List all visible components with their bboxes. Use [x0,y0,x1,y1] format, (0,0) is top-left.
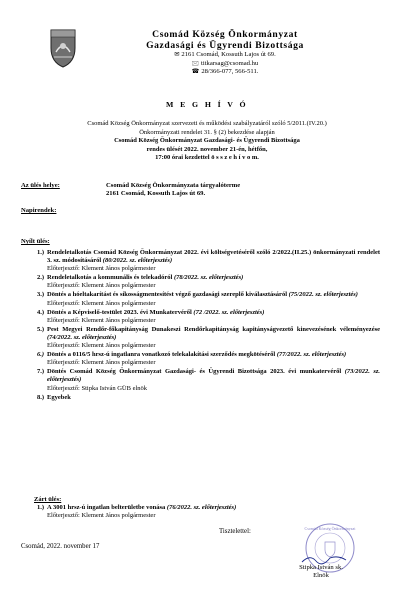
agenda-item-title: Rendeletalkotás Csomád Község Önkormányzat 2022. évi költségvetéséről szóló 2/2022.(II.25.) önkormányzati rendelet 3. sz. módosításáról [47,249,380,265]
agenda-item-title: Döntés a hóeltakarítást és síkosságmentesítést végző gazdasági szereplő kiválasztásáról [47,291,287,299]
phone-text: 28/366-077, 566-511. [201,68,259,76]
agenda-item-ref: (80/2022. sz. előterjesztés) [102,257,173,265]
venue-label [21,182,60,190]
agenda-item-title: Döntés a 0116/5 hrsz-ú ingatlanra vonatkozó telekalakítási szerződés megkötéséről [47,351,276,359]
agenda-item [34,274,380,290]
agenda-item-ref: (77/2022. sz. előterjesztés) [276,351,347,359]
open-session-label-text: Nyílt ülés: [21,238,50,245]
closed-item-number: 1.) [36,504,44,512]
intro-line-2: Önkormányzati rendelet 31. § (2) bekezdése alapján [139,128,275,136]
agenda-item-number: 3.) [36,291,44,299]
venue-label-text: Az ülés helye: [21,182,60,189]
coat-of-arms-icon [48,26,78,68]
intro-block [30,120,384,163]
agenda-item-presenter: Előterjesztő: Klement János polgármester [47,282,156,290]
intro-line-5: 17:00 órai kezdettel ö s s z e h í v o m. [155,154,259,162]
agenda-item-ref: (72 /2022. sz. előterjesztés) [193,308,265,316]
agenda-item [34,326,380,350]
agenda-item [34,368,380,392]
closed-item-ref: (76/2022. sz. előterjesztés) [166,504,237,512]
agenda-item-presenter: Előterjesztő: Klement János polgármester [47,265,156,273]
signer-role: Elnök [313,572,329,580]
agenda-item-number: 6.) [36,351,44,359]
agenda-list [34,249,380,403]
agenda-item-presenter: Előterjesztő: Stipka István GÜB elnök [47,384,148,392]
agenda-item-ref: (74/2022. sz. előterjesztés) [47,333,117,341]
signer-name: Stipka István sk. [299,564,343,571]
agenda-item-ref: (78/2022. sz. előterjesztés) [173,274,244,282]
committee-name: Gazdasági és Ügyrendi Bizottsága [146,40,304,51]
agenda-item-number: 1.) [36,249,44,256]
agenda-item [34,394,380,402]
agenda-item-number: 4.) [36,308,44,316]
closed-session-label: Zárt ülés: [34,496,62,503]
email-line [110,60,340,69]
venue-line-1: Csomád Község Önkormányzata tárgyalóterme [106,182,241,189]
agenda-item-ref: (75/2022. sz. előterjesztés) [288,291,358,299]
agenda-label-text: Napirendek: [21,207,57,214]
greeting: Tisztelettel: [219,528,251,535]
agenda-item-presenter: Előterjesztő: Klement János polgármester [47,299,156,307]
org-name: Csomád Község Önkormányzat [152,29,298,40]
agenda-item-number: 2.) [36,274,44,282]
email-icon: 🖂 [191,59,200,67]
closed-item-presenter: Előterjesztő: Klement János polgármester [47,512,156,520]
agenda-item-title: Rendeletalkotás a kommunális és telekadóról [47,274,173,282]
agenda-item-ref: (73/2022. sz. előterjesztés) [47,368,381,384]
agenda-item-number: 5.) [36,325,44,333]
letterhead [110,29,340,77]
agenda-item-number: 7.) [36,368,44,376]
address-line [110,51,340,60]
agenda-item [34,351,380,367]
venue-line-2: 2161 Csomád, Kossuth Lajos út 69. [106,190,206,198]
intro-line-4: rendes ülését 2022. november 21-én, hétfőn, [146,145,268,153]
phone-line [110,68,340,77]
open-session-label [21,238,50,246]
closed-session [34,496,380,521]
agenda-item-number: 8.) [36,393,44,401]
agenda-item [34,309,380,325]
agenda-item-presenter: Előterjesztő: Klement János polgármester [47,359,156,367]
agenda-item-title: Döntés Csomád Község Önkormányzat Gazdasági- és Ügyrendi Bizottsága 2023. évi munkatervéről [47,368,342,376]
phone-icon: ☎ [191,68,200,76]
email-text: titkarsag@csomad.hu [201,59,259,67]
agenda-item-title: Döntés a Képviselő-testület 2023. évi Munkatervéről [47,308,192,316]
signer-block [291,564,351,581]
intro-line-1: Csomád Község Önkormányzat szervezeti és működési szabályzatáról szóló 5/2011.(IV.20.) [87,120,327,127]
venue-value [106,182,240,199]
agenda-item-presenter: Előterjesztő: Klement János polgármester [47,342,156,350]
intro-line-3: Csomád Község Önkormányzat Gazdasági- és Ügyrendi Bizottsága [114,137,300,145]
agenda-item-title: Egyebek [47,393,71,401]
agenda-item-presenter: Előterjesztő: Klement János polgármester [47,316,156,324]
stamp-text: Csomád Község Önkormányzat [304,526,356,531]
agenda-item [34,249,380,273]
document-title: M E G H Í V Ó [165,100,249,109]
agenda-item [34,291,380,307]
address-text: 2161 Csomád, Kossuth Lajos út 69. [181,51,276,58]
agenda-item-title: Pest Megyei Rendőr-főkapitányság Dunakeszi Rendőrkapitányság kapitányságvezető kinevezésének véleményezése [47,325,380,333]
agenda-label [21,207,56,215]
document-date: Csomád, 2022. november 17 [21,543,100,550]
closed-item [34,504,380,520]
envelope-icon: ✉ [174,51,180,58]
closed-item-title: A 3001 hrsz-ú ingatlan belterületbe vonása [47,504,166,512]
